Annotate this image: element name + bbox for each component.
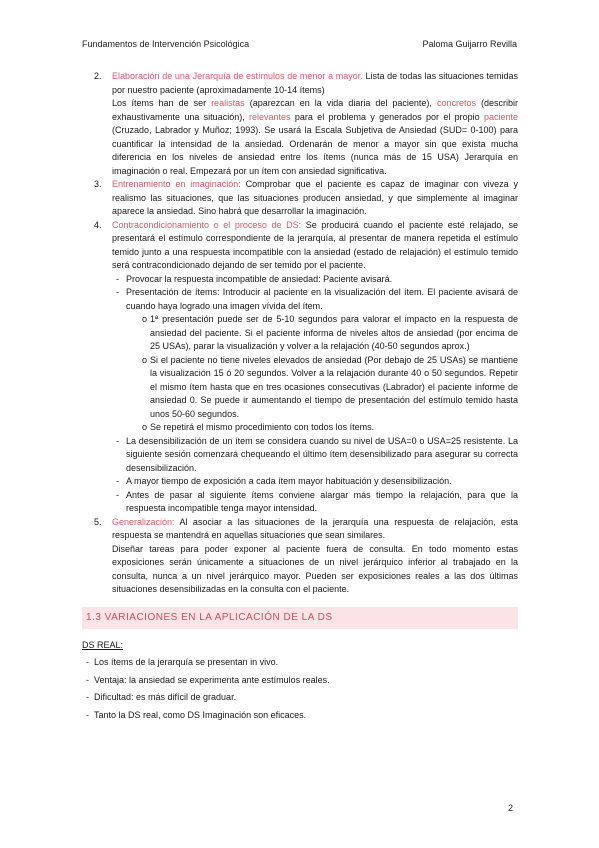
bullet-circle-icon: o — [142, 314, 148, 324]
sub-item: o Si el paciente no tiene niveles elevados de ansiedad (Por debajo de 25 USAs) se mantiene la visualización 15 ó 20 segundos. Volver a la relajación durante 40 o 50 segundos. Repetir el mismo ítem hasta que en tres ocasiones consecutivas (Labrador) el paciente informe de ansiedad 0. Se puede ir aumentando el tiempo de presentación del estímulo temido hasta unos 50-60 segundos. — [142, 354, 518, 419]
header-right: Paloma Guijarro Revilla — [422, 39, 517, 49]
sub-item: o Se repetirá el mismo procedimiento con todos los ítems. — [82, 421, 518, 435]
dash-item: - Antes de pasar al siguiente ítems conviene alargar más tiempo la relajación, para que la respuesta incompatible tenga mayor intensidad. — [116, 489, 518, 513]
dash-item: - Presentación de ítems: Introducir al paciente en la visualización del ítem. El paciente avisará de cuando haya logrado una imagen vívida del ítem. — [116, 287, 518, 311]
item-title: Contracondicionamiento o el proceso de DS: — [112, 219, 302, 230]
page-number: 2 — [507, 803, 513, 813]
header-left: Fundamentos de Intervención Psicológica — [82, 39, 250, 49]
ds-real-label: DS REAL: — [82, 639, 124, 650]
keyword: concretos — [436, 98, 476, 108]
keyword: relevantes — [249, 111, 291, 122]
keyword: realistas — [211, 98, 245, 108]
item-number: 4. — [94, 219, 102, 230]
list-item: - Tanto la DS real, como DS Imaginación son eficaces. — [86, 709, 307, 720]
list-item: - Dificultad: es más difícil de graduar. — [86, 692, 237, 702]
dash-item: - A mayor tiempo de exposición a cada ítem mayor habituación y desensibilización. — [116, 476, 452, 486]
item-2-paragraph: Los ítems han de ser realistas (aparezcan en la vida diaria del paciente), concretos (describir exhaustivamente una situación), relevantes para el problema y generados por el propio paciente (Cruzado, Labrador y Muñoz; 1993). Se usará la Escala Subjetiva de Ansiedad (SUD= 0-100) para cuantificar la intensidad de la ansiedad. Ordenarán de menor a mayor sin que exista mucha diferencia en los niveles de ansiedad entre los ítems (nunca más de 15 USA) Jerarquía en imaginación o real. Empezará por un ítem con ansiedad significativa. — [112, 98, 518, 176]
item-title: Entrenamiento en imaginación: — [112, 179, 241, 189]
item-text: Lista de todas las situaciones temidas por nuestro paciente (aproximadamente 10-14 ítems) — [112, 71, 518, 95]
list-item: - Los ítems de la jerarquía se presentan in vivo. — [86, 657, 279, 667]
section-heading: 1.3 VARIACIONES EN LA APLICACIÓN DE LA DS — [82, 607, 518, 629]
sub-item: o 1ª presentación puede ser de 5-10 segundos para valorar el impacto en la respuesta de ansiedad del paciente. Si el paciente informa de niveles altos de ansiedad (por encima de 25 USAs), parar la visualización y volver a la relajación (40-50 segundos aprox.) — [142, 314, 518, 351]
dash-item: - La desensibilización de un ítem se considera cuando su nivel de USA=0 o USA=25 resistente. La siguiente sesión comenzará chequeando el último ítem desensibilizado para asegurar su correcta desensibilización. — [116, 435, 518, 473]
item-number: 5. — [94, 516, 102, 527]
item-4 — [82, 219, 518, 273]
item-5 — [82, 516, 518, 543]
item-number: 2. — [94, 71, 102, 81]
item-text: Se producirá cuando el paciente esté relajado, se presentará el estímulo correspondiente de la jerarquía, al presentar de manera repetida el estímulo temido junto a una respuesta incompatible con la ansiedad (estado de relajación) el estímulo temido será contracondicionado dejando de ser temido por el paciente. — [112, 219, 518, 270]
dash-item: - Provocar la respuesta incompatible de ansiedad: Paciente avisará. — [116, 273, 393, 284]
item-5-paragraph: Diseñar tareas para poder exponer al paciente fuera de consulta. En todo momento estas exposiciones serán únicamente a situaciones de un nivel jerárquico inferior al trabajado en la consulta, nunca a un nivel jerárquico mayor. Pueden ser exposiciones reales a las dos últimas situaciones desensibilizadas en la consulta con el paciente. — [112, 543, 518, 594]
list-item: - Ventaja: la ansiedad se experimenta ante estímulos reales. — [86, 674, 330, 685]
item-number: 3. — [94, 179, 102, 189]
item-text: Al asociar a las situaciones de la jerarquía una respuesta de relajación, esta respuesta se mantendrá en aquellas situaciones que sean similares. — [112, 516, 518, 540]
bullet-circle-icon: o — [142, 354, 148, 365]
item-title: Generalización: — [112, 516, 175, 527]
keyword: paciente — [483, 111, 518, 122]
item-title: Elaboración de una Jerarquía de estímulos de menor a mayor. — [112, 71, 363, 81]
bullet-circle-icon: o — [142, 422, 148, 432]
item-2 — [82, 70, 518, 97]
item-3 — [82, 178, 518, 219]
document-body — [82, 70, 518, 722]
item-text: Comprobar que el paciente es capaz de imaginar con viveza y realismo las situaciones, que las situaciones producen ansiedad, y que simplemente al imaginar aparece la ansiedad. Sino habrá que desarrollar la imaginación. — [112, 179, 518, 216]
